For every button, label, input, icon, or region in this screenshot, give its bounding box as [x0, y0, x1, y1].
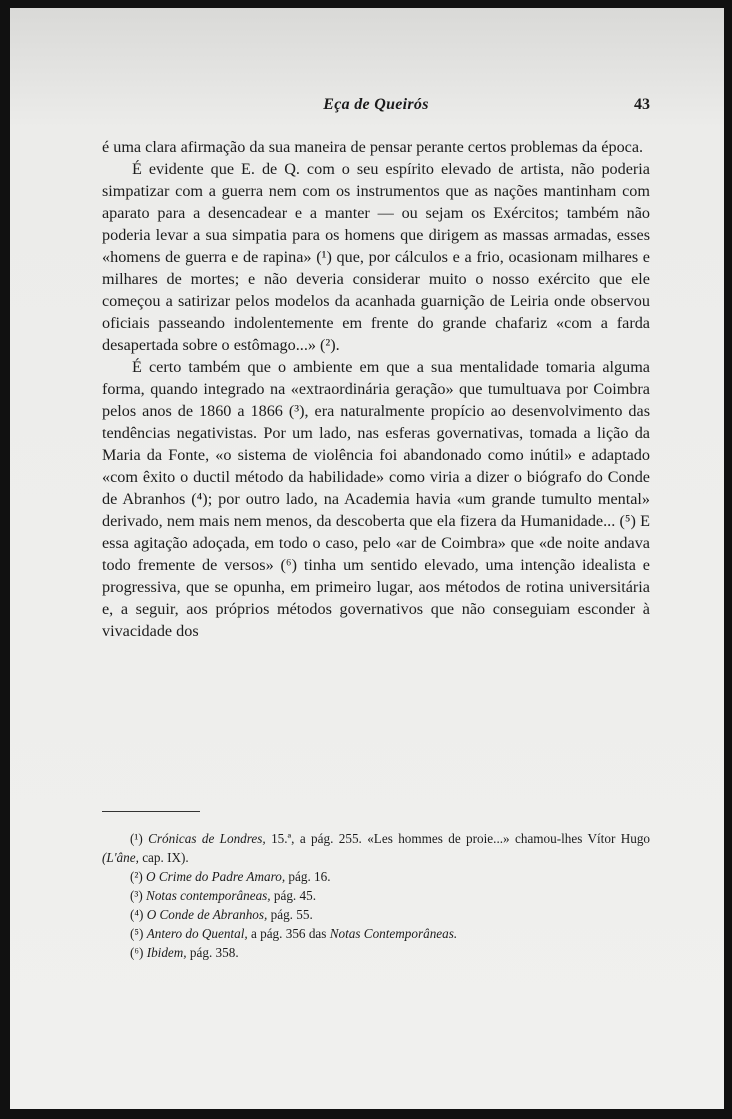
footnote-5 [102, 924, 650, 943]
footnote-title: Ibidem, [146, 945, 187, 960]
footnote-title: Crónicas de Londres, [148, 831, 266, 846]
footnote-4 [102, 905, 650, 924]
footnote-title: O Conde de Abranhos, [146, 907, 268, 922]
footnote-text: pág. 358. [186, 945, 239, 960]
footnote-title: O Crime do Padre Amaro, [146, 869, 286, 884]
footnotes [102, 829, 650, 962]
paragraph-2: É evidente que E. de Q. com o seu espírito elevado de artista, não poderia simpatizar com a guerra nem com os instrumentos que as nações mantinham com aparato para a desencadear e a manter — ou sejam os Exércitos; também não poderia levar a sua simpatia para os homens que dirigem as massas armadas, esses «homens de guerra e de rapina» (¹) que, por cálculos e a frio, ocasionam milhares e milhares de mortes; e não deveria considerar muito o nosso exército que ele começou a satirizar pelos modelos da acanhada guarnição de Leiria onde observou oficiais passeando indolentemente em frente do grande chafariz «com a farda desapertada sobre o estômago...» (²). [102, 160, 650, 354]
footnote-3 [102, 886, 650, 905]
running-title: Eça de Queirós [323, 96, 429, 113]
paragraph-1: é uma clara afirmação da sua maneira de pensar perante certos problemas da época. [102, 138, 644, 156]
footnote-rule [102, 811, 200, 812]
footnote-text: cap. IX). [138, 850, 189, 865]
footnote-mark: (¹) [130, 831, 143, 846]
footnote-text: pág. 55. [267, 907, 313, 922]
footnote-1 [102, 829, 650, 867]
footnote-title: (L'âne, [102, 850, 139, 865]
footnote-mark: (⁶) [130, 945, 144, 960]
footnote-text: 15.ª, a pág. 255. «Les hommes de proie...» chamou-lhes Vítor Hugo [265, 831, 651, 846]
footnote-mark: (³) [130, 888, 143, 903]
footnote-title: Notas contemporâneas, [146, 888, 271, 903]
footnote-text: pág. 16. [285, 869, 331, 884]
footnote-mark: (²) [130, 869, 143, 884]
footnote-mark: (⁵) [130, 926, 144, 941]
page-header [102, 96, 650, 120]
footnote-title: Notas Contemporâneas. [329, 926, 458, 941]
footnote-text: pág. 45. [270, 888, 317, 903]
page-number: 43 [634, 96, 650, 113]
footnote-mark: (⁴) [130, 907, 144, 922]
footnote-6 [102, 943, 650, 962]
paragraph-3: É certo também que o ambiente em que a sua mentalidade tomaria alguma forma, quando integrado na «extraordinária geração» que tumultuava por Coimbra pelos anos de 1860 a 1866 (³), era naturalmente propício ao desenvolvimento das tendências negativistas. Por um lado, nas esferas governativas, tomada a lição da Maria da Fonte, «o sistema de violência foi abandonado como inútil» e adaptado «com êxito o ductil método da habilidade» como viria a dizer o biógrafo do Conde de Abranhos (⁴); por outro lado, na Academia havia «um grande tumulto mental» derivado, nem mais nem menos, da descoberta que ela fizera da Humanidade... (⁵) E essa agitação adoçada, em todo o caso, pelo «ar de Coimbra» que «de noite andava todo fremente de versos» (⁶) tinha um sentido elevado, uma intenção idealista e progressiva, que se opunha, em primeiro lugar, aos métodos de rotina universitária e, a seguir, aos próprios métodos governativos que não conseguiam esconder à vivacidade dos [102, 358, 650, 640]
footnote-text: a pág. 356 das [247, 926, 330, 941]
footnote-title: Antero do Quental, [146, 926, 248, 941]
body-text [102, 136, 650, 642]
footnote-2 [102, 867, 650, 886]
